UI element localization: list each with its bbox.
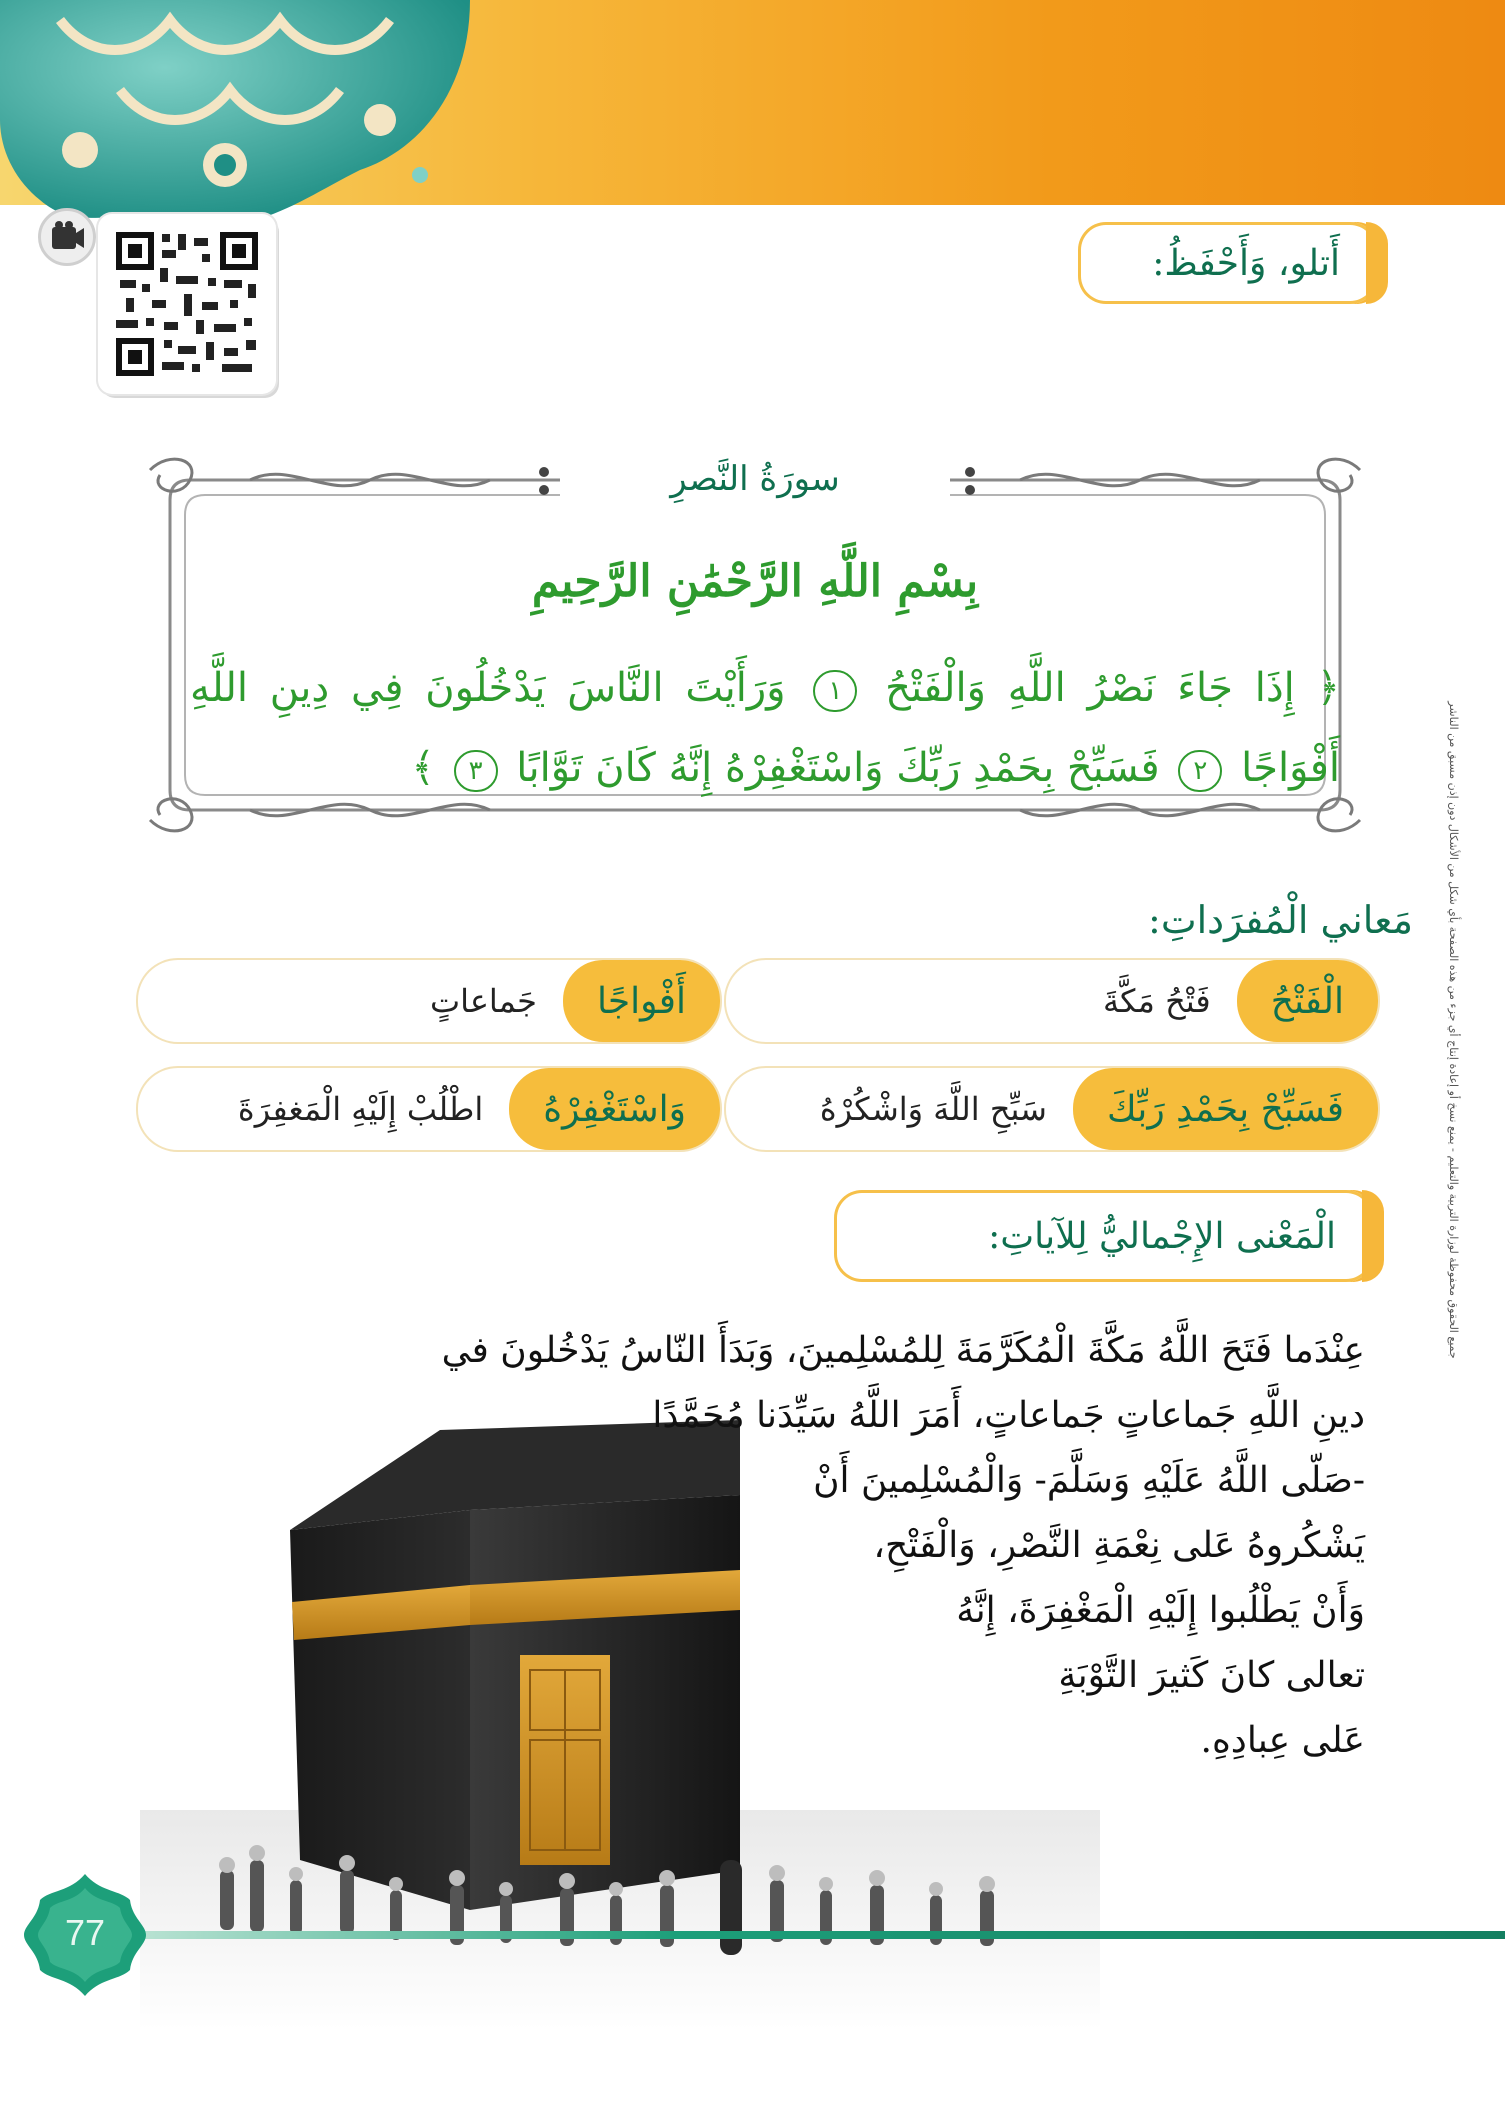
vocab-card: [138, 1068, 720, 1150]
paragraph-line: دينِ اللَّهِ جَماعاتٍ جَماعاتٍ، أَمَرَ اللَّهُ سَيِّدَنا مُحَمَّدًا: [652, 1395, 1365, 1436]
verse-1: إِذَا جَاءَ نَصْرُ اللَّهِ وَالْفَتْحُ: [885, 665, 1295, 711]
opening-bracket: ﴿: [1316, 665, 1341, 711]
vocabulary-heading: مَعاني الْمُفرَداتِ:: [1148, 898, 1413, 942]
video-camera-icon: [50, 221, 86, 255]
qr-code-card[interactable]: [98, 214, 276, 394]
ayah-number-1: ١: [813, 670, 857, 712]
vocab-term: وَاسْتَغْفِرْهُ: [509, 1068, 720, 1150]
vocab-meaning: سَبِّحِ اللَّهَ وَاشْكُرْهُ: [819, 1090, 1047, 1128]
recite-memorize-label: أَتلو، وَأَحْفَظُ:: [1152, 242, 1340, 284]
ayah-number-2: ٢: [1178, 750, 1222, 792]
video-camera-badge[interactable]: [38, 208, 96, 266]
side-copyright-note: جميع الحقوق محفوظة لوزارة التربية والتعليم - يمنع نسخ أو إعادة إنتاج أي جزء من هذه الصفحة بأي شكل من الأشكال دون إذن مسبق من الناشر: [1447, 701, 1460, 1359]
verse-3: فَسَبِّحْ بِحَمْدِ رَبِّكَ وَاسْتَغْفِرْهُ إِنَّهُ كَانَ تَوَّابًا: [516, 745, 1160, 791]
paragraph-line: وَأَنْ يَطْلُبوا إِلَيْهِ الْمَغْفِرَةَ، إِنَّهُ: [956, 1590, 1365, 1631]
page-number-badge: [20, 1870, 150, 2000]
closing-bracket: ﴾: [411, 745, 435, 791]
vocab-meaning: اطْلُبْ إِلَيْهِ الْمَغفِرَةَ: [237, 1090, 484, 1128]
paragraph-line: عِنْدَما فَتَحَ اللَّهُ مَكَّةَ الْمُكَرَّمَةَ لِلمُسْلِمينَ، وَبَدَأَ النّاسُ يَدْخُلونَ في: [441, 1330, 1365, 1371]
vocab-term: فَسَبِّحْ بِحَمْدِ رَبِّكَ: [1073, 1068, 1378, 1150]
islamic-ornament-decoration: [0, 0, 520, 240]
vocab-card: [726, 960, 1378, 1042]
surah-title: سورَةُ النَّصرِ: [560, 444, 950, 514]
vocab-card: [138, 960, 720, 1042]
verse-2: وَرَأَيْتَ النَّاسَ يَدْخُلُونَ فِي دِينِ اللَّهِ أَفْوَاجًا: [190, 665, 1340, 791]
paragraph-line: يَشْكُروهُ عَلى نِعْمَةِ النَّصْرِ، وَالْفَتْحِ،: [873, 1525, 1365, 1566]
bottom-divider: [120, 1931, 1505, 1939]
overall-meaning-heading: [834, 1190, 1374, 1282]
vocab-card: [726, 1068, 1378, 1150]
basmala: بِسْمِ اللَّهِ الرَّحْمَٰنِ الرَّحِيمِ: [531, 556, 979, 607]
recite-memorize-heading: [1078, 222, 1378, 304]
paragraph-line: تعالى كانَ كَثيرَ التَّوْبَةِ: [1058, 1655, 1365, 1696]
overall-meaning-label: الْمَعْنى الإِجْماليُّ لِلآياتِ:: [988, 1215, 1336, 1257]
overall-meaning-paragraph: [441, 1318, 1365, 1773]
vocab-term: الْفَتْحُ: [1237, 960, 1378, 1042]
vocab-meaning: فَتْحُ مَكَّةَ: [1102, 982, 1211, 1020]
vocab-term: أَفْواجًا: [563, 960, 720, 1042]
surah-verses: [190, 648, 1340, 808]
page-number: 77: [64, 1912, 106, 1953]
ayah-number-3: ٣: [454, 750, 498, 792]
qr-code-icon: [112, 228, 262, 380]
paragraph-line: عَلى عِبادِهِ.: [1200, 1720, 1365, 1761]
vocab-meaning: جَماعاتٍ: [429, 982, 537, 1020]
paragraph-line: -صَلّى اللَّهُ عَلَيْهِ وَسَلَّمَ- وَالْمُسْلِمينَ أَنْ: [813, 1460, 1365, 1501]
